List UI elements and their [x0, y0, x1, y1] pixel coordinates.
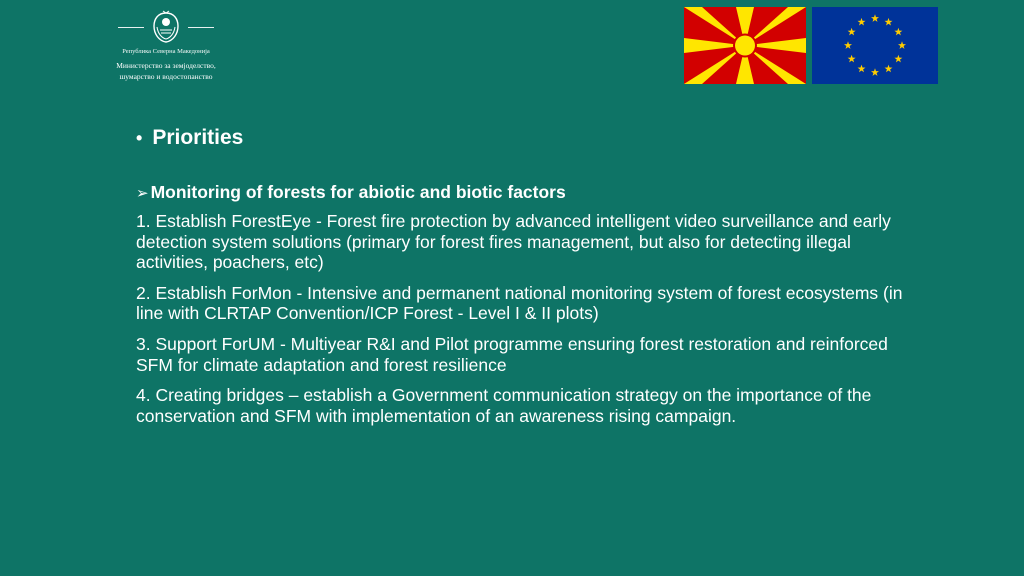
ministry-name-line1: Министерство за земјоделство,	[116, 61, 216, 70]
ministry-name	[96, 60, 236, 82]
divider	[118, 27, 144, 28]
arrow-bullet-icon: ➢	[136, 184, 149, 202]
european-union-flag-icon	[812, 7, 938, 84]
priority-item: 4. Creating bridges – establish a Government communication strategy on the importance of the conservation and SFM with implementation of an awareness rising campaign.	[136, 385, 872, 426]
priority-item: 1. Establish ForestEye - Forest fire protection by advanced intelligent video surveillance and early detection system solutions (primary for forest fires management, but also for detecting illegal activities, poachers, etc)	[136, 211, 891, 273]
country-name: Република Северна Македонија	[122, 48, 210, 55]
bullet-icon: •	[136, 127, 143, 148]
ministry-name-line2: шумарство и водостопанство	[119, 72, 213, 81]
ministry-logo	[96, 10, 236, 82]
priorities-label: Priorities	[152, 126, 244, 149]
priority-item: 2. Establish ForMon - Intensive and permanent national monitoring system of forest ecosystems (in line with CLRTAP Convention/ICP Forest - Level I & II plots)	[136, 282, 903, 324]
macedonia-coat-of-arms-icon	[150, 10, 182, 44]
slide-content	[136, 124, 906, 426]
logo-emblem-row	[96, 10, 236, 44]
divider	[188, 27, 214, 28]
priorities-heading	[136, 124, 906, 152]
priority-item: 3. Support ForUM - Multiyear R&I and Pilot programme ensuring forest restoration and reinforced SFM for climate adaptation and forest resilience	[136, 333, 888, 375]
section-subheading	[136, 182, 906, 203]
subheading-label: Monitoring of forests for abiotic and biotic factors	[150, 182, 566, 202]
north-macedonia-flag-icon	[684, 7, 806, 84]
